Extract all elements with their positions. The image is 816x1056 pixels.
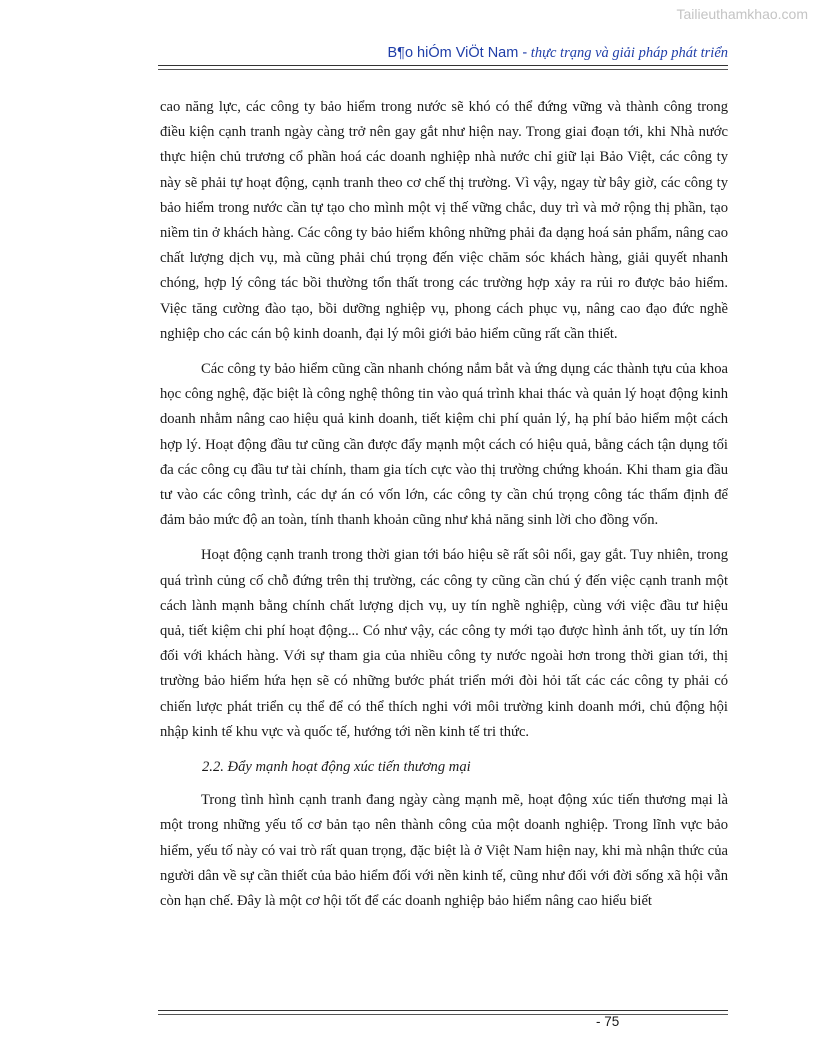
paragraph: Trong tình hình cạnh tranh đang ngày càng mạnh mẽ, hoạt động xúc tiến thương mại là một trong những yếu tố cơ bản tạo nên thành công của một doanh nghiệp. Trong lĩnh vực bảo hiểm, yếu tố này có vai trò rất quan trọng, đặc biệt là ở Việt Nam hiện nay, khi mà nhận thức của người dân về sự cần thiết của bảo hiểm đối với nền kinh tế, cũng như đối với đời sống xã hội vẫn còn hạn chế. Đây là một cơ hội tốt để các doanh nghiệp bảo hiểm nâng cao hiểu biết <box>160 792 728 910</box>
running-header <box>160 44 728 62</box>
page-body <box>160 95 728 914</box>
header-rule-thin <box>158 69 728 70</box>
paragraph: Các công ty bảo hiểm cũng cần nhanh chóng nắm bắt và ứng dụng các thành tựu của khoa học công nghệ, đặc biệt là công nghệ thông tin vào quá trình khai thác và quản lý hoạt động kinh doanh nhằm nâng cao hiệu quả kinh doanh, tiết kiệm chi phí quản lý, hạ phí bảo hiểm một cách hợp lý. Hoạt động đầu tư cũng cần được đẩy mạnh một cách có hiệu quả, bằng cách tận dụng tối đa các công cụ đầu tư tài chính, tham gia tích cực vào thị trường chứng khoán. Khi tham gia đầu tư vào các công trình, các dự án có vốn lớn, các công ty cần chú trọng công tác thẩm định để đảm bảo mức độ an toàn, tính thanh khoản cũng như khả năng sinh lời cho đồng vốn. <box>160 361 728 529</box>
section-heading: 2.2. Đẩy mạnh hoạt động xúc tiến thương mại <box>202 759 471 776</box>
header-title: B¶o hiÓm ViÖt Nam - <box>387 45 528 61</box>
header-rule <box>158 65 728 66</box>
header-subtitle: thực trạng và giải pháp phát triển <box>530 45 728 61</box>
watermark: Tailieuthamkhao.com <box>676 6 808 22</box>
paragraph: Hoạt động cạnh tranh trong thời gian tới báo hiệu sẽ rất sôi nổi, gay gắt. Tuy nhiên, trong quá trình củng cố chỗ đứng trên thị trường, các công ty cũng cần chú ý đến việc cạnh tranh một cách lành mạnh bằng chính chất lượng dịch vụ, uy tín nghề nghiệp, cùng với việc đầu tư hiệu quả, tiết kiệm chi phí hoạt động... Có như vậy, các công ty mới tạo được hình ảnh tốt, uy tín lớn đối với khách hàng. Với sự tham gia của nhiều công ty nước ngoài hơn trong thời gian tới, thị trường bảo hiểm hứa hẹn sẽ có những bước phát triển mới đòi hỏi tất các các công ty phải có chiến lược phát triển cụ thể để có thể thích nghi với môi trường kinh doanh mới, chủ động hội nhập kinh tế khu vực và quốc tế, hướng tới nền kinh tế tri thức. <box>160 547 728 740</box>
footer-rule-thin <box>158 1014 728 1015</box>
page-number: - 75 <box>596 1014 620 1029</box>
footer-rule <box>158 1010 728 1011</box>
paragraph: cao năng lực, các công ty bảo hiểm trong nước sẽ khó có thể đứng vững và thành công trong điều kiện cạnh tranh ngày càng trở nên gay gắt như hiện nay. Trong giai đoạn tới, khi Nhà nước thực hiện chủ trương cổ phần hoá các doanh nghiệp nhà nước chỉ giữ lại Bảo Việt, các công ty này sẽ phải tự hoạt động, cạnh tranh theo cơ chế thị trường. Vì vậy, ngay từ bây giờ, các công ty bảo hiểm trong nước cần tự tạo cho mình một vị thế vững chắc, duy trì và mở rộng thị phần, tạo niềm tin ở khách hàng. Các công ty bảo hiểm không những phải đa dạng hoá sản phẩm, nâng cao chất lượng dịch vụ, mà cũng phải chú trọng đến việc chăm sóc khách hàng, giải quyết nhanh chóng, hợp lý công tác bồi thường tổn thất trong các trường hợp xảy ra rủi ro được bảo hiểm. Việc tăng cường đào tạo, bồi dưỡng nghiệp vụ, phong cách phục vụ, nâng cao đạo đức nghề nghiệp cho các cán bộ kinh doanh, đại lý môi giới bảo hiểm cũng rất cần thiết. <box>160 99 728 342</box>
